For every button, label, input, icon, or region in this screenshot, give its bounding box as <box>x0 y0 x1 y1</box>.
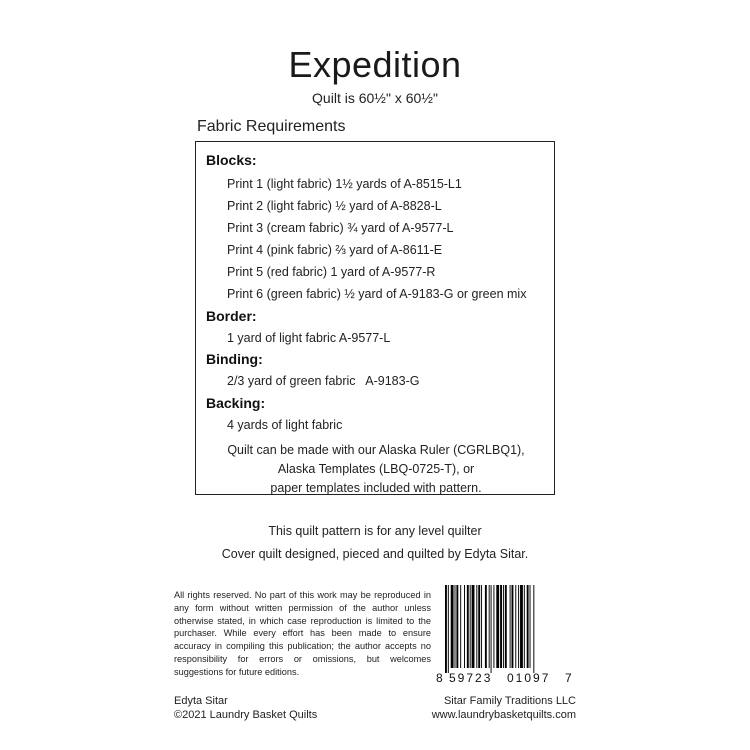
note-line: Alaska Templates (LBQ-0725-T), or <box>277 462 475 476</box>
fabric-item: Print 2 (light fabric) ½ yard of A-8828-L <box>227 199 442 213</box>
fabric-item: Print 3 (cream fabric) ¾ yard of A-9577-L <box>227 221 454 235</box>
credit-text: Cover quilt designed, pieced and quilted by Edyta Sitar. <box>221 547 529 561</box>
fabric-item: 4 yards of light fabric <box>227 418 343 432</box>
barcode-digit: 8 <box>436 671 443 685</box>
publisher-name: Sitar Family Traditions LLC <box>443 695 576 707</box>
copyright-notice: All rights reserved. No part of this work may be reproduced in any form without written permission of the author unless otherwise stated, in which case reproduction is limited to the purchaser. While every effort has been made to ensure accuracy in compiling this publication; the author accepts no responsibility for errors or omissions, but welcomes suggestions for future editions. <box>174 590 431 677</box>
copyright-line: ©2021 Laundry Basket Quilts <box>174 709 318 721</box>
level-text: This quilt pattern is for any level quilter <box>268 524 482 538</box>
note-line: Quilt can be made with our Alaska Ruler (CGRLBQ1), <box>227 443 525 457</box>
quilt-size: Quilt is 60½" x 60½" <box>312 90 438 106</box>
footer-author <box>174 694 317 722</box>
fabric-item: Print 4 (pink fabric) ⅔ yard of A-8611-E <box>227 243 443 257</box>
barcode-digits: 59723 <box>449 671 493 685</box>
section-blocks: Blocks: <box>206 152 257 168</box>
website-url: www.laundrybasketquilts.com <box>431 709 576 721</box>
fabric-item: Print 5 (red fabric) 1 yard of A-9577-R <box>227 265 436 279</box>
fabric-requirements-heading: Fabric Requirements <box>197 118 346 135</box>
section-border: Border: <box>206 308 257 324</box>
fabric-item: Print 6 (green fabric) ½ yard of A-9183-G or green mix <box>227 287 527 301</box>
fabric-item: Print 1 (light fabric) 1½ yards of A-8515-L1 <box>227 177 462 191</box>
author-name: Edyta Sitar <box>174 695 228 707</box>
barcode-digit: 7 <box>565 671 572 685</box>
fabric-item: 1 yard of light fabric A-9577-L <box>227 331 391 345</box>
footer-publisher <box>432 694 576 722</box>
pattern-title: Expedition <box>288 44 462 85</box>
barcode-digits: 01097 <box>507 671 551 685</box>
section-binding: Binding: <box>206 351 263 367</box>
barcode <box>433 585 576 685</box>
section-backing: Backing: <box>206 395 266 411</box>
fabric-item: 2/3 yard of green fabric A-9183-G <box>227 374 420 388</box>
template-note <box>196 441 556 498</box>
fabric-requirements-box <box>195 141 555 495</box>
note-line: paper templates included with pattern. <box>270 481 482 495</box>
